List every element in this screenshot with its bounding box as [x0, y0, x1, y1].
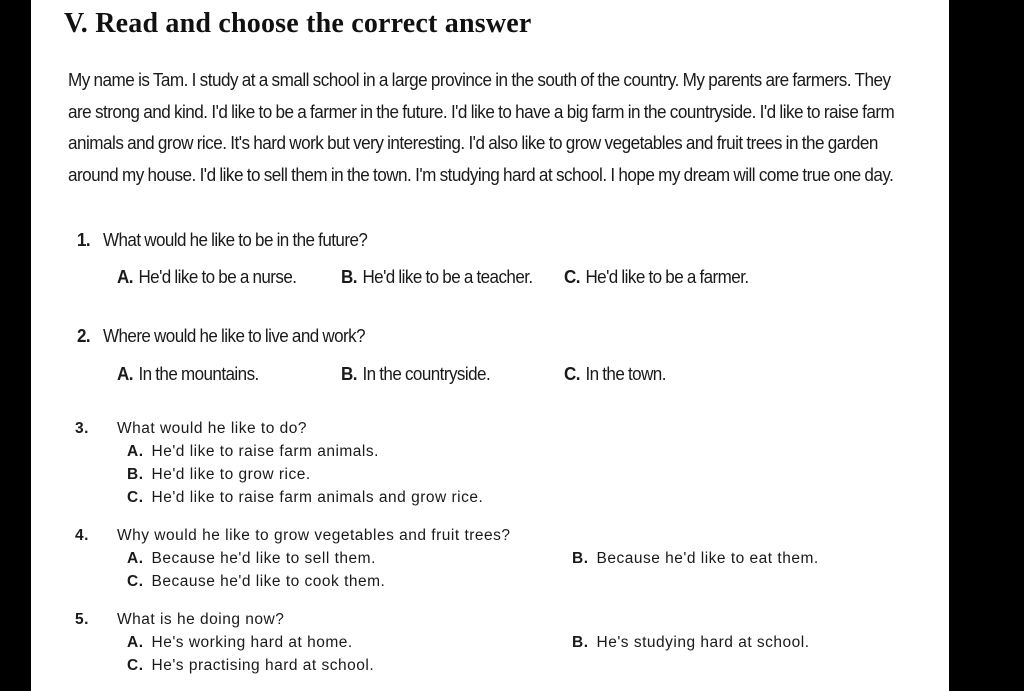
option-letter: C. — [127, 657, 144, 674]
option-text: He'd like to be a farmer. — [585, 266, 749, 287]
option-text: He'd like to be a nurse. — [138, 266, 297, 287]
option-letter: A. — [127, 634, 144, 651]
option-text: He'd like to grow rice. — [151, 466, 311, 483]
option-5a[interactable] — [127, 634, 353, 652]
reading-passage: My name is Tam. I study at a small school in a large province in the south of the country. My parents are farmers. They are strong and kind. I'd like to be a farmer in the future. I'd like to have a big farm in the countryside. I'd like to raise farm animals and grow rice. It's hard work but very interesting. I'd also like to grow vegetables and fruit trees in the garden around my house. I'd like to sell them in the town. I'm studying hard at school. I hope my dream will come true one day. — [68, 69, 895, 186]
question-text: What would he like to be in the future? — [102, 229, 368, 250]
option-letter: B. — [341, 266, 357, 287]
option-text: Because he'd like to eat them. — [596, 550, 819, 567]
question-text: What would he like to do? — [117, 420, 307, 437]
option-letter: C. — [127, 573, 144, 590]
question-2 — [77, 325, 365, 347]
option-text: He'd like to raise farm animals and grow rice. — [151, 489, 484, 506]
worksheet-page — [31, 0, 949, 691]
option-1c[interactable] — [564, 266, 749, 288]
option-4c[interactable] — [127, 573, 385, 591]
option-text: He'd like to be a teacher. — [362, 266, 533, 287]
question-3 — [75, 420, 775, 440]
option-3c[interactable] — [127, 489, 483, 507]
option-4a[interactable] — [127, 550, 376, 568]
option-2c[interactable] — [564, 363, 666, 385]
question-number: 5. — [75, 611, 89, 628]
option-letter: B. — [572, 634, 589, 651]
question-4 — [75, 527, 775, 547]
option-text: He's practising hard at school. — [151, 657, 375, 674]
option-2b[interactable] — [341, 363, 490, 385]
option-3b[interactable] — [127, 466, 311, 484]
option-letter: C. — [127, 489, 144, 506]
option-text: In the countryside. — [362, 363, 491, 384]
option-1a[interactable] — [117, 266, 296, 288]
question-1 — [77, 229, 367, 251]
option-2a[interactable] — [117, 363, 259, 385]
question-text: Where would he like to live and work? — [102, 325, 366, 346]
option-letter: C. — [564, 363, 580, 384]
question-number: 3. — [75, 420, 89, 437]
option-letter: A. — [117, 266, 133, 287]
option-letter: B. — [341, 363, 357, 384]
option-1b[interactable] — [341, 266, 533, 288]
question-text: Why would he like to grow vegetables and fruit trees? — [117, 527, 511, 544]
option-letter: B. — [572, 550, 589, 567]
option-letter: A. — [127, 443, 144, 460]
option-5c[interactable] — [127, 657, 374, 675]
section-title: V. Read and choose the correct answer — [64, 8, 532, 39]
question-number: 4. — [75, 527, 89, 544]
option-4b[interactable] — [572, 550, 819, 568]
option-text: He'd like to raise farm animals. — [151, 443, 379, 460]
option-letter: A. — [117, 363, 133, 384]
option-text: In the mountains. — [138, 363, 259, 384]
option-text: Because he'd like to cook them. — [151, 573, 386, 590]
option-3a[interactable] — [127, 443, 379, 461]
question-number: 1. — [77, 229, 91, 250]
option-letter: A. — [127, 550, 144, 567]
option-text: In the town. — [585, 363, 666, 384]
option-letter: B. — [127, 466, 144, 483]
option-text: He's working hard at home. — [151, 634, 353, 651]
question-number: 2. — [77, 325, 91, 346]
option-letter: C. — [564, 266, 580, 287]
question-text: What is he doing now? — [117, 611, 285, 628]
option-text: He's studying hard at school. — [596, 634, 810, 651]
question-5 — [75, 611, 775, 631]
option-text: Because he'd like to sell them. — [151, 550, 376, 567]
option-5b[interactable] — [572, 634, 810, 652]
